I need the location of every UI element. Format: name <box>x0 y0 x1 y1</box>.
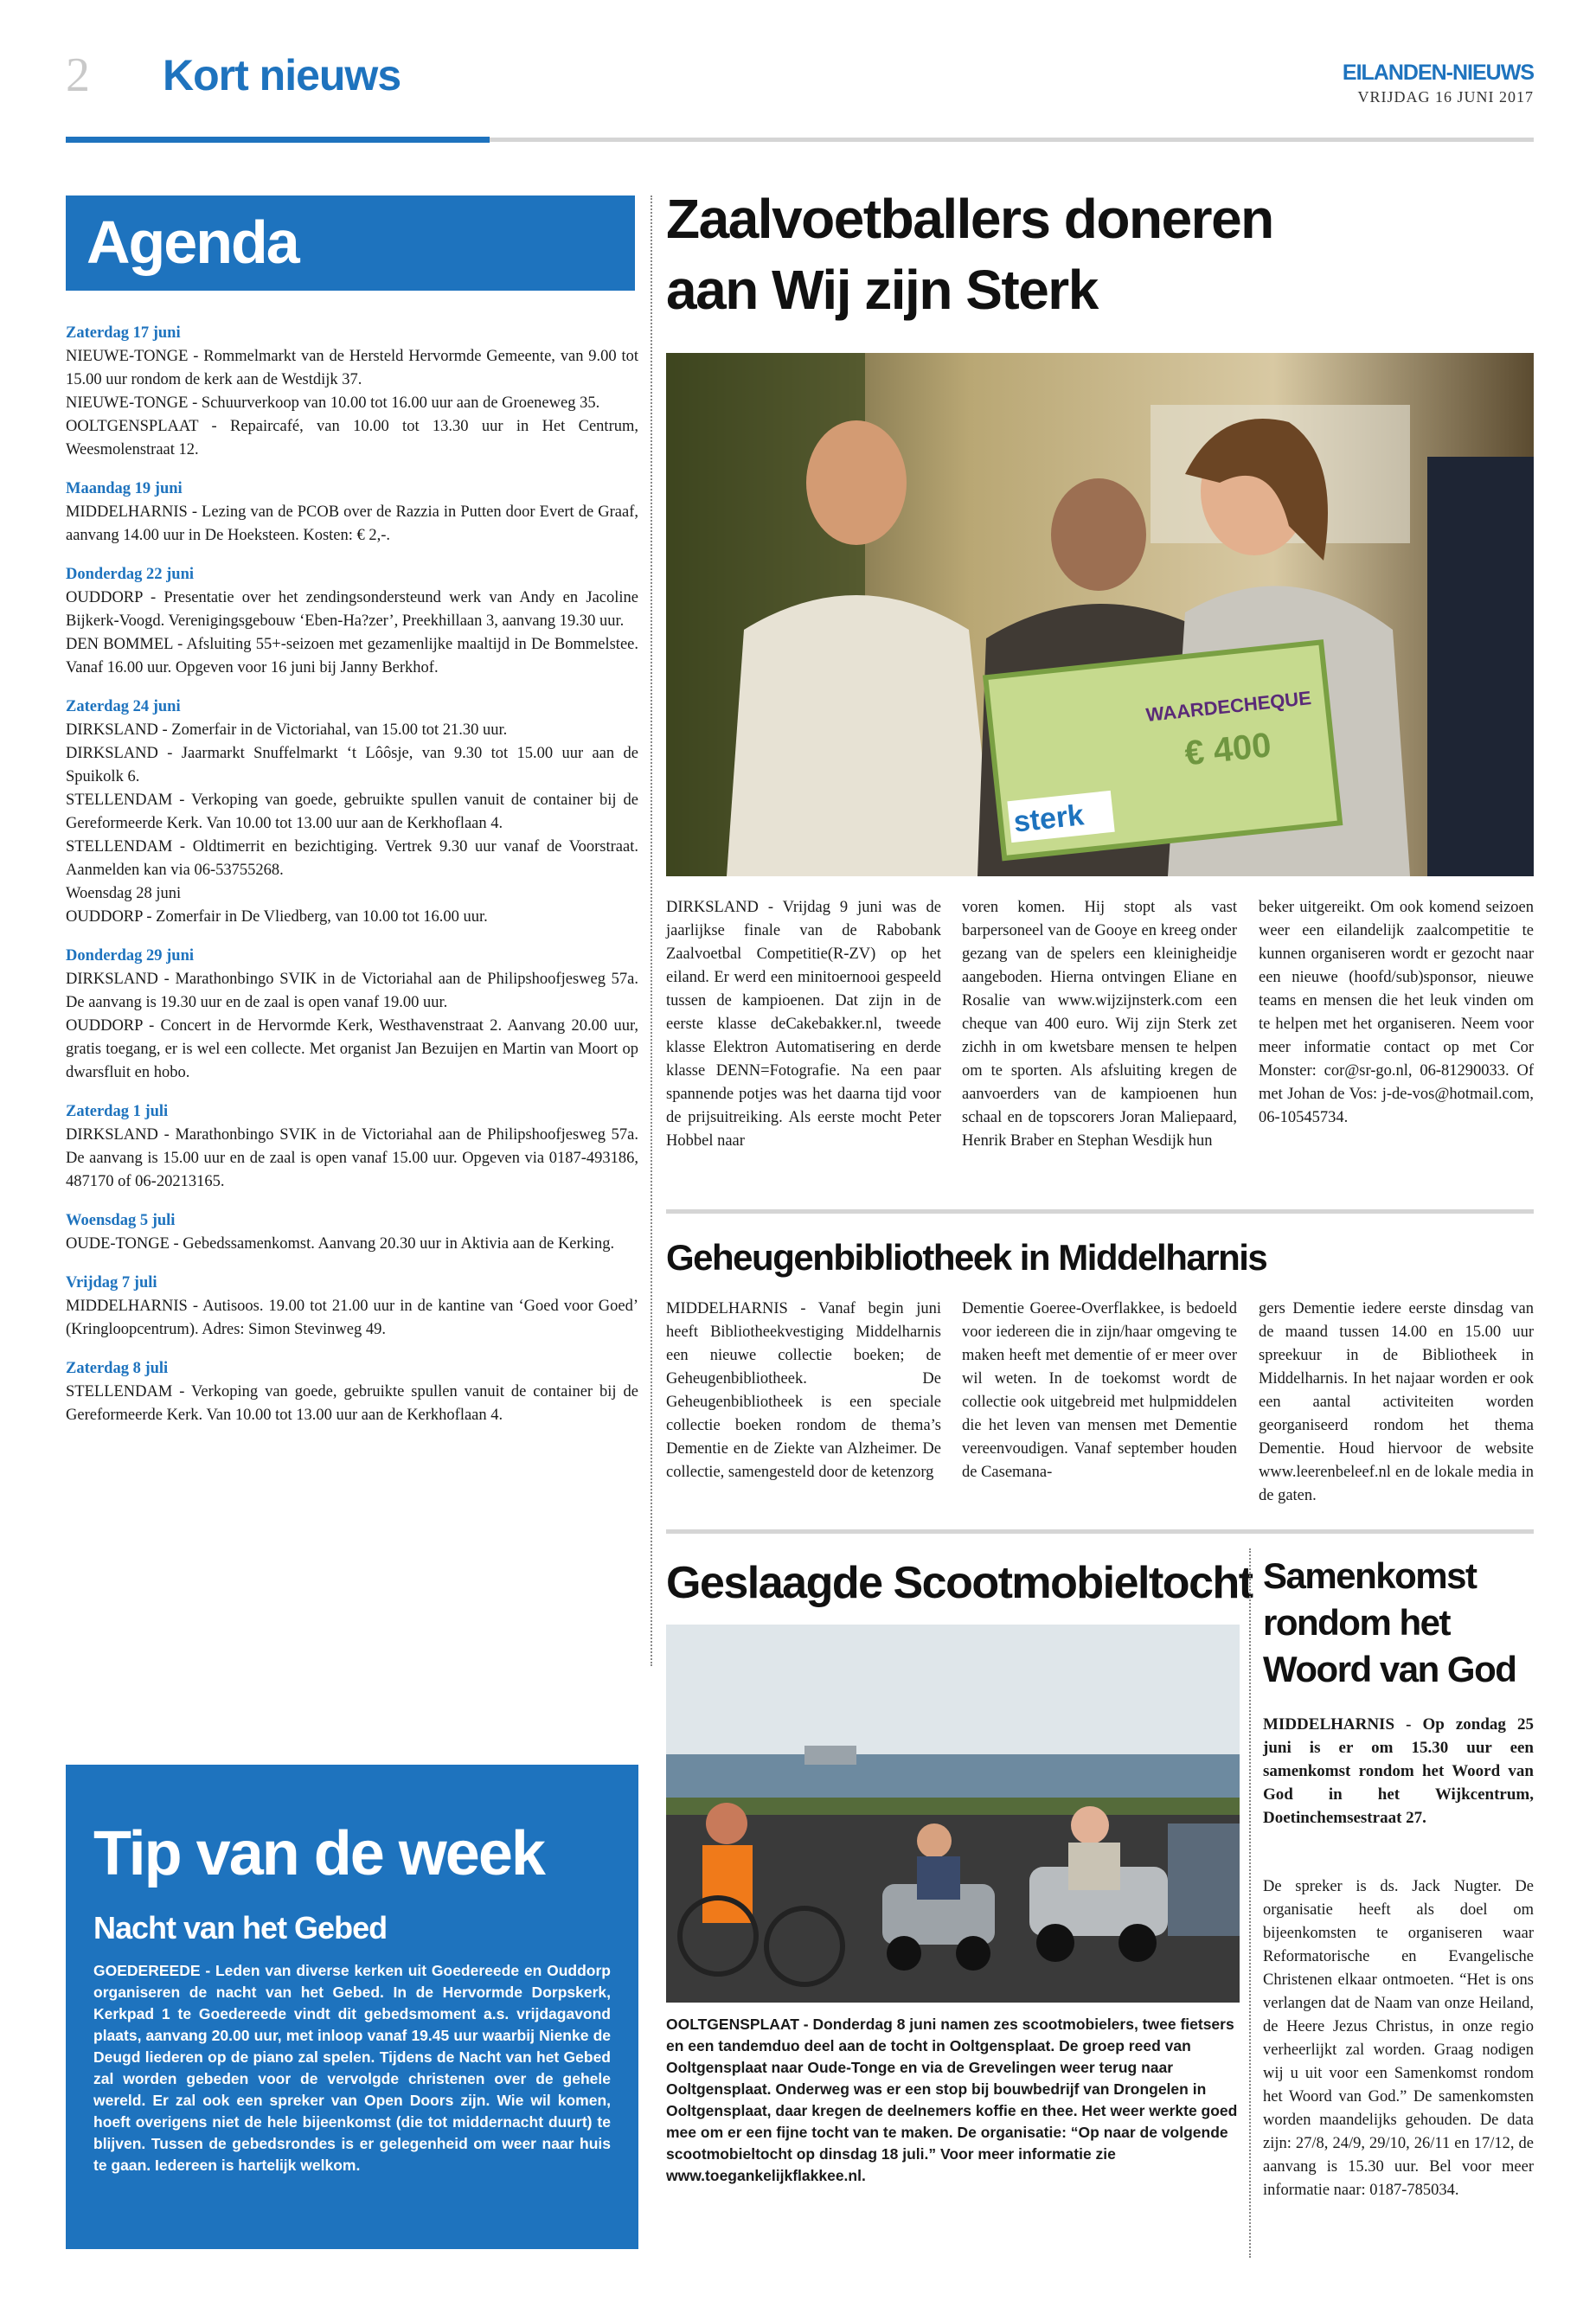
agenda-date: Zaterdag 24 juni <box>66 698 181 715</box>
agenda-item: STELLENDAM - Verkoping van goede, gebruikte spullen vanuit de container bij de Gereformeerde Kerk. Van 10.00 tot 13.00 uur aan de Kerkhoflaan 4. <box>66 792 638 832</box>
tip-box <box>66 1765 638 2249</box>
tip-subtitle: Nacht van het Gebed <box>93 1910 388 1945</box>
article1-col1: DIRKSLAND - Vrijdag 9 juni was de jaarlijkse finale van de Rabobank Zaalvoetbal Competitie(R-ZV) op het eiland. Er werd een minitoernooi gespeeld tussen de kampioenen. Dat zijn in de eerste klasse deCakebakker.nl, tweede klasse Elektron Automatisering en derde klasse DENN=Fotografie. Na een paar spannende potjes was het daarna tijd voor de prijsuitreiking. Als eerste mocht Peter Hobbel naar <box>666 899 941 1150</box>
agenda-item: OUDE-TONGE - Gebedssamenkomst. Aanvang 20.30 uur in Aktivia aan de Kerking. <box>66 1235 615 1253</box>
cheque-amount: € 400 <box>1183 726 1273 773</box>
agenda-date: Zaterdag 8 juli <box>66 1360 169 1377</box>
section-rule-2 <box>666 1529 1534 1534</box>
agenda-day <box>66 695 638 929</box>
agenda-day <box>66 322 638 462</box>
article3-photo <box>666 1625 1240 2003</box>
agenda-date: Zaterdag 1 juli <box>66 1103 169 1120</box>
article4-headline-line3: Woord van God <box>1263 1649 1516 1689</box>
tip-body: GOEDEREEDE - Leden van diverse kerken uit Goedereede en Ouddorp organiseren de nacht van het Gebed. In de Hervormde Dorpskerk, Kerkpad 1 te Goedereede vindt dit gebedsmoment a.s. vrijdagavond plaats, aanvang 20.00 uur, met inloop vanaf 19.45 uur waarbij Nienke de Deugd liederen op de piano zal spelen. Tijdens de Nacht van het Gebed zal worden gebeden voor de vervolgde christenen over de gehele wereld. Er zal ook een spreker van Open Doors zijn. Wie wil komen, hoeft overigens niet de hele bijeenkomst (die tot middernacht duurt) te blijven. Tussen de gebedsrondes is er gelegenheid om weer naar huis te gaan. Iedereen is hartelijk welkom. <box>93 1962 611 2174</box>
article4-lead: MIDDELHARNIS - Op zondag 25 juni is er om 15.30 uur een samenkomst rondom het Woord van God in het Wijkcentrum, Doetinchemsestraat 27. <box>1263 1715 1534 1827</box>
article2-col1: MIDDELHARNIS - Vanaf begin juni heeft Bibliotheekvestiging Middelharnis een nieuwe collectie boeken; de Geheugenbibliotheek. De Geheugenbibliotheek is een speciale collectie boeken rondom de thema’s Dementie en de Ziekte van Alzheimer. De collectie, samengesteld door de ketenzorg <box>666 1300 941 1481</box>
agenda-day <box>66 1272 638 1342</box>
agenda-item: Woensdag 28 juni <box>66 885 182 902</box>
section-rule <box>666 1209 1534 1214</box>
agenda-day <box>66 1209 638 1256</box>
cheque-banner: sterk <box>1011 798 1086 839</box>
page-number: 2 <box>66 48 90 102</box>
agenda-item: OOLTGENSPLAAT - Repaircafé, van 10.00 tot 13.30 uur in Het Centrum, Weesmolenstraat 12. <box>66 418 638 458</box>
article1-col3: beker uitgereikt. Om ook komend seizoen weer een eilandelijk zaalcompetitie te kunnen organiseren wordt er gezocht naar een nieuwe (hoofd/sub)sponsor, nieuwe teams en mensen die het leuk vinden om te helpen met het organiseren. Neem voor meer informatie contact op met Cor Monster: cor@sr-go.nl, 06-81290033. Of met Johan de Vos: j-de-vos@hotmail.com, 06-10545734. <box>1259 899 1534 1126</box>
article1-headline <box>666 183 1531 325</box>
tip-title: Tip van de week <box>93 1819 544 1888</box>
agenda-day <box>66 563 638 680</box>
agenda-item: DEN BOMMEL - Afsluiting 55+-seizoen met gezamenlijke maaltijd in De Bommelstee. Vanaf 16.00 uur. Opgeven voor 16 juni bij Janny Berkhof. <box>66 636 638 676</box>
agenda-date: Donderdag 22 juni <box>66 566 195 583</box>
agenda-item: NIEUWE-TONGE - Rommelmarkt van de Hersteld Hervormde Gemeente, van 9.00 tot 15.00 uur rondom de kerk aan de Westdijk 37. <box>66 348 638 388</box>
agenda-date: Woensdag 5 juli <box>66 1212 176 1229</box>
agenda-date: Donderdag 29 juni <box>66 947 195 965</box>
article2-col2: Dementie Goeree-Overflakkee, is bedoeld voor iedereen die in zijn/haar omgeving te maken heeft met dementie of er meer over wil weten. In de toekomst wordt de collectie ook uitgebreid met hulpmiddelen die het leven van mensen met Dementie vereenvoudigen. Vanaf september houden de Casemana- <box>962 1300 1237 1481</box>
agenda-day <box>66 1357 638 1427</box>
article1-headline-line2: aan Wij zijn Sterk <box>666 259 1098 321</box>
agenda-date: Zaterdag 17 juni <box>66 324 181 342</box>
article3-headline: Geslaagde Scootmobieltocht <box>666 1558 1253 1608</box>
agenda-date: Maandag 19 juni <box>66 480 183 497</box>
agenda-item: DIRKSLAND - Zomerfair in de Victoriahal, van 15.00 tot 21.30 uur. <box>66 721 508 739</box>
agenda-day <box>66 478 638 548</box>
agenda-item: DIRKSLAND - Marathonbingo SVIK in de Victoriahal aan de Philipshoofjesweg 57a. De aanvang is 15.00 uur en de zaal is open vanaf 15.00 uur. Opgeven via 0187-493186, 487170 of 06-20213165. <box>66 1126 638 1190</box>
article3-caption: OOLTGENSPLAAT - Donderdag 8 juni namen zes scootmobielers, twee fietsers en een tandemduo deel aan de tocht in Ooltgensplaat. De groep reed van Ooltgensplaat naar Oude-Tonge en via de Grevelingen weer terug naar Ooltgensplaat. Onderweg was er een stop bij bouwbedrijf van Drongelen in Ooltgensplaat, daar kregen de deelnemers koffie en thee. Het weer werkte goed mee om er een fijne tocht van te maken. De organisatie: “Op naar de volgende scootmobieltocht op dinsdag 18 juli.” Voor meer informatie zie www.toegankelijkflakkee.nl. <box>666 2016 1238 2184</box>
section-title: Kort nieuws <box>163 51 401 99</box>
issue-date: VRIJDAG 16 JUNI 2017 <box>1357 88 1534 106</box>
article1-col2: voren komen. Hij stopt als vast barpersoneel van de Gooye en kreeg onder gezang van de spelers een kleinigheidje aangeboden. Hierna ontvingen Eliane en Rosalie van www.wijzijnsterk.com een cheque van 400 euro. Wij zijn Sterk zet zichh in om kwetsbare mensen te helpen om te sporten. Als afsluiting kregen de aanvoerders van de kampioenen hun schaal en de topscorers Joran Maliepaard, Henrik Braber en Stephan Wesdijk hun <box>962 899 1237 1150</box>
column-divider-2 <box>1249 1548 1251 2258</box>
agenda-title: Agenda <box>87 208 298 276</box>
agenda-item: MIDDELHARNIS - Autisoos. 19.00 tot 21.00 uur in de kantine van ‘Goed voor Goed’ (Kringloopcentrum). Adres: Simon Stevinweg 49. <box>66 1298 638 1338</box>
agenda-item: OUDDORP - Concert in de Hervormde Kerk, Westhavenstraat 2. Aanvang 20.00 uur, gratis toegang, er is wel een collecte. Met organist Jan Bezuijen en Martin van Moort op dwarsfluit en hobo. <box>66 1017 638 1081</box>
agenda-day <box>66 945 638 1085</box>
agenda-item: STELLENDAM - Verkoping van goede, gebruikte spullen vanuit de container bij de Gereformeerde Kerk. Van 10.00 tot 13.00 uur aan de Kerkhoflaan 4. <box>66 1383 638 1424</box>
article1-photo <box>666 353 1534 876</box>
agenda-date: Vrijdag 7 juli <box>66 1274 157 1292</box>
header-rule <box>490 138 1534 142</box>
agenda-day <box>66 1100 638 1194</box>
article1-headline-line1: Zaalvoetballers doneren <box>666 188 1273 250</box>
agenda-item: DIRKSLAND - Marathonbingo SVIK in de Victoriahal aan de Philipshoofjesweg 57a. De aanvang is 19.30 uur en de zaal is open vanaf 19.00 uur. <box>66 971 638 1011</box>
article2-col3: gers Dementie iedere eerste dinsdag van de maand tussen 14.00 en 15.00 uur spreekuur in de Bibliotheek in Middelharnis. In het najaar worden er ook een aantal activiteiten worden georganiseerd rondom het thema Dementie. Houd hiervoor de website www.leerenbeleef.nl en de lokale media in de gaten. <box>1259 1300 1534 1504</box>
masthead-logo: EILANDEN-NIEUWS <box>1342 61 1534 85</box>
article4-body: De spreker is ds. Jack Nugter. De organisatie heeft als doel om bijeenkomsten te organiseren waar Reformatorische en Evangelische Christenen elkaar ontmoeten. “Het is ons verlangen dat de Naam van onze Heiland, de Heere Jezus Christus, in onze regio verheerlijkt zal worden. Graag nodigen wij u uit voor een Samenkomst rondom het Woord van God.” De samenkomsten worden maandelijks gehouden. De data zijn: 27/8, 24/9, 29/10, 26/11 en 17/12, de aanvang is 15.30 uur. Bel voor meer informatie naar: 0187-785034. <box>1263 1878 1534 2199</box>
agenda-list <box>66 322 638 1443</box>
article4-headline <box>1263 1553 1522 1693</box>
column-divider <box>651 195 652 1666</box>
agenda-item: MIDDELHARNIS - Lezing van de PCOB over de Razzia in Putten door Evert de Graaf, aanvang 14.00 uur in De Hoeksteen. Kosten: € 2,-. <box>66 503 638 544</box>
agenda-item: DIRKSLAND - Jaarmarkt Snuffelmarkt ‘t Lôôsje, van 9.30 tot 15.00 uur aan de Spuikolk 6. <box>66 745 638 785</box>
agenda-item: NIEUWE-TONGE - Schuurverkoop van 10.00 tot 16.00 uur aan de Groeneweg 35. <box>66 394 600 412</box>
article4-headline-line2: rondom het <box>1263 1602 1450 1643</box>
article2-headline: Geheugenbibliotheek in Middelharnis <box>666 1237 1267 1278</box>
agenda-item: STELLENDAM - Oldtimerrit en bezichtiging. Vertrek 9.30 uur vanaf de Voorstraat. Aanmelden kan via 06-53755268. <box>66 838 638 879</box>
cheque-text: WAARDECHEQUE <box>1144 687 1312 727</box>
article4-headline-line1: Samenkomst <box>1263 1555 1477 1596</box>
agenda-item: OUDDORP - Presentatie over het zendingsondersteund werk van Andy en Jacoline Bijkerk-Voogd. Verenigingsgebouw ‘Eben-Ha?zer’, Preekhillaan 3, aanvang 19.30 uur. <box>66 589 638 630</box>
agenda-item: OUDDORP - Zomerfair in De Vliedberg, van 10.00 tot 16.00 uur. <box>66 908 488 926</box>
header-rule-accent <box>66 137 490 143</box>
